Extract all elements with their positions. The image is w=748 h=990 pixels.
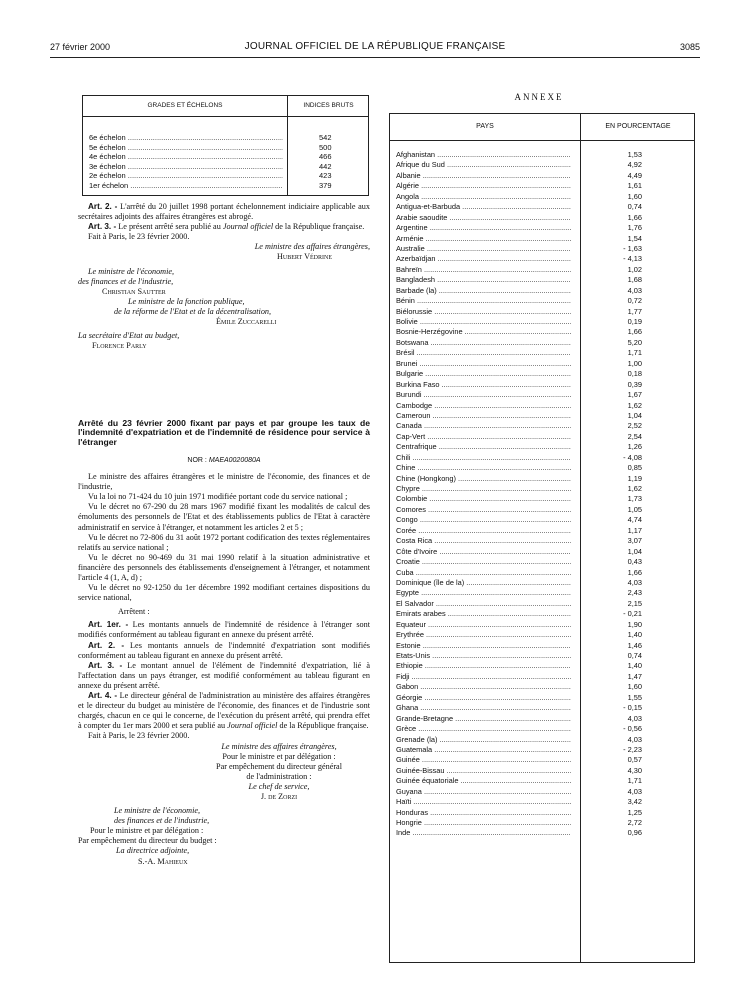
signature-block-5 bbox=[78, 742, 370, 803]
annex-table-row bbox=[390, 682, 696, 692]
sig6-line-5: La directrice adjointe, bbox=[116, 846, 190, 856]
annex-table-row bbox=[390, 359, 696, 369]
annex-table-row bbox=[390, 171, 696, 181]
pays-cell: Guinée équatoriale ..... bbox=[396, 776, 571, 786]
pourcentage-cell: 0,39 bbox=[627, 379, 642, 389]
pays-cell: Cuba ..... bbox=[396, 568, 571, 578]
pays-cell: Brésil ..... bbox=[396, 348, 571, 358]
pourcentage-cell: 1,25 bbox=[627, 807, 642, 817]
sig2-name: Christian Sautter bbox=[102, 286, 166, 296]
annex-table-row bbox=[390, 338, 696, 348]
grade-index: 466 bbox=[319, 152, 332, 161]
indices-col-header: INDICES BRUTS bbox=[303, 102, 354, 109]
sig4-role: La secrétaire d'Etat au budget, bbox=[78, 331, 180, 341]
visa-paragraph: Vu le décret no 90-469 du 31 mai 1990 relatif à la situation administrative et financière des personnels des établissements d'enseignement à l'étranger, et notamment l'article 4 (1, A, d) ; bbox=[78, 552, 370, 582]
pays-cell: Chine (Hongkong) ..... bbox=[396, 474, 571, 484]
annex-table-row bbox=[390, 463, 696, 473]
pays-cell: Burundi ..... bbox=[396, 390, 571, 400]
annex-table-row bbox=[390, 808, 696, 818]
annex-table-row bbox=[390, 213, 696, 223]
pays-cell: Chine ..... bbox=[396, 463, 571, 473]
annex-table-row bbox=[390, 776, 696, 786]
pourcentage-cell: 1,66 bbox=[627, 567, 642, 577]
annex-table-row bbox=[390, 797, 696, 807]
annex-table-row bbox=[390, 275, 696, 285]
annex-table-row bbox=[390, 588, 696, 598]
pays-cell: Canada ..... bbox=[396, 421, 571, 431]
pourcentage-cell: 1,53 bbox=[627, 150, 642, 159]
annex-table-row bbox=[390, 442, 696, 452]
sig5-line-3: Par empêchement du directeur général bbox=[216, 761, 342, 771]
annex-table-row bbox=[390, 745, 696, 755]
sig5-line-4: de l'administration : bbox=[246, 771, 312, 781]
pourcentage-cell: - 0,21 bbox=[623, 609, 642, 619]
pays-cell: Congo ..... bbox=[396, 515, 571, 525]
annex-table-row bbox=[390, 474, 696, 484]
fait-a-paris-1: Fait à Paris, le 23 février 2000. bbox=[88, 232, 190, 242]
pays-cell: Afrique du Sud ..... bbox=[396, 160, 571, 170]
pays-cell: Colombie ..... bbox=[396, 494, 571, 504]
pays-cell: Corée ..... bbox=[396, 526, 571, 536]
fait-a-paris-2: Fait à Paris, le 23 février 2000. bbox=[88, 731, 190, 741]
annex-table-row bbox=[390, 380, 696, 390]
annex-table-row bbox=[390, 181, 696, 191]
pays-cell: Erythrée ..... bbox=[396, 630, 571, 640]
pays-cell: Bénin ..... bbox=[396, 296, 571, 306]
grades-table-row bbox=[83, 181, 370, 191]
sig6-line-3: Pour le ministre et par délégation : bbox=[90, 826, 204, 836]
pourcentage-cell: 4,03 bbox=[627, 786, 642, 796]
grades-table bbox=[82, 95, 369, 196]
grade-index: 423 bbox=[319, 171, 332, 180]
annex-table bbox=[389, 113, 695, 963]
pourcentage-cell: 2,15 bbox=[627, 598, 642, 608]
pays-cell: Hongrie ..... bbox=[396, 818, 571, 828]
pays-cell: Géorgie ..... bbox=[396, 693, 571, 703]
annex-table-row bbox=[390, 307, 696, 317]
pourcentage-cell: 1,47 bbox=[627, 671, 642, 681]
grade-label: 4e échelon ..... bbox=[89, 152, 283, 161]
annex-table-row bbox=[390, 766, 696, 776]
signature-block-6 bbox=[78, 806, 370, 867]
pourcentage-cell: 1,04 bbox=[627, 410, 642, 420]
annex-table-row bbox=[390, 672, 696, 682]
annex-table-row bbox=[390, 244, 696, 254]
pays-cell: Arabie saoudite ..... bbox=[396, 213, 571, 223]
pourcentage-cell: 4,03 bbox=[627, 713, 642, 723]
annex-table-row bbox=[390, 641, 696, 651]
pourcentage-cell: 0,74 bbox=[627, 202, 642, 212]
pourcentage-cell: 1,66 bbox=[627, 327, 642, 337]
pourcentage-cell: 2,72 bbox=[627, 818, 642, 827]
header-page-number: 3085 bbox=[679, 42, 700, 52]
pays-cell: Cap-Vert ..... bbox=[396, 432, 571, 442]
pays-cell: Burkina Faso ..... bbox=[396, 380, 571, 390]
pourcentage-cell: 1,60 bbox=[627, 682, 642, 692]
annex-table-row bbox=[390, 150, 696, 160]
pourcentage-cell: 1,54 bbox=[627, 233, 642, 243]
pays-cell: Equateur ..... bbox=[396, 620, 571, 630]
pays-cell: Bulgarie ..... bbox=[396, 369, 571, 379]
sig6-name: S.-A. Mahieux bbox=[138, 856, 188, 866]
pourcentage-cell: 4,03 bbox=[627, 285, 642, 295]
pourcentage-cell: 1,90 bbox=[627, 619, 642, 629]
pourcentage-cell: 0,18 bbox=[627, 369, 642, 379]
annex-title: ANNEXE bbox=[514, 92, 564, 102]
pourcentage-cell: 0,74 bbox=[627, 651, 642, 660]
sig4-name: Florence Parly bbox=[92, 341, 147, 351]
pourcentage-cell: 2,52 bbox=[627, 421, 642, 431]
sig2-role-1: Le ministre de l'économie, bbox=[88, 266, 175, 276]
pourcentage-cell: 4,49 bbox=[627, 170, 642, 180]
sig3-role-1: Le ministre de la fonction publique, bbox=[128, 296, 245, 306]
visa-paragraph: Vu le décret no 92-1250 du 1er décembre 1992 modifiant certaines dispositions du service national, bbox=[78, 583, 370, 603]
pays-cell: Gabon ..... bbox=[396, 682, 571, 692]
grades-table-row bbox=[83, 143, 370, 153]
pourcentage-cell: 1,68 bbox=[627, 275, 642, 285]
annex-table-row bbox=[390, 234, 696, 244]
header-date: 27 février 2000 bbox=[50, 42, 111, 52]
annex-table-row bbox=[390, 286, 696, 296]
annex-table-row bbox=[390, 484, 696, 494]
pourcentage-cell: 1,62 bbox=[627, 484, 642, 493]
pourcentage-cell: 1,26 bbox=[627, 442, 642, 452]
pays-cell: Argentine ..... bbox=[396, 223, 571, 233]
pays-cell: Centrafrique ..... bbox=[396, 442, 571, 452]
pourcentage-cell: 3,07 bbox=[627, 536, 642, 546]
pays-cell: Fidji ..... bbox=[396, 672, 571, 682]
annex-table-row bbox=[390, 327, 696, 337]
pays-cell: Inde ..... bbox=[396, 828, 571, 838]
annex-table-row bbox=[390, 317, 696, 327]
pourcentage-cell: - 1,63 bbox=[623, 243, 642, 253]
visa-paragraph: Vu le décret no 67-290 du 28 mars 1967 modifié fixant les modalités de calcul des émoluments des personnels de l'Etat et des établissements publics de l'Etat à caractère administratif en service à l'étranger, et notamment les articles 2 et 5 ; bbox=[78, 502, 370, 532]
pays-cell: Costa Rica ..... bbox=[396, 536, 571, 546]
left-column-arrete bbox=[78, 410, 370, 867]
pays-cell: Guatemala ..... bbox=[396, 745, 571, 755]
pourcentage-cell: 1,71 bbox=[627, 776, 642, 786]
annex-table-row bbox=[390, 432, 696, 442]
arrete-title: Arrêté du 23 février 2000 fixant par pays et par groupe les taux de l'indemnité d'expatriation et de l'indemnité de résidence pour service à l'étranger bbox=[78, 417, 370, 447]
header-rule bbox=[50, 57, 700, 58]
pourcentage-cell: 4,03 bbox=[627, 577, 642, 587]
grades-table-row bbox=[83, 171, 370, 181]
pourcentage-cell: 1,55 bbox=[627, 692, 642, 702]
annex-table-row bbox=[390, 411, 696, 421]
pourcentage-cell: 1,66 bbox=[627, 212, 642, 222]
visa-paragraph: Vu la loi no 71-424 du 10 juin 1971 modifiée portant code du service national ; bbox=[88, 492, 348, 502]
annex-table-row bbox=[390, 254, 696, 264]
annex-table-row bbox=[390, 735, 696, 745]
annex-table-row bbox=[390, 453, 696, 463]
pourcentage-cell: 1,67 bbox=[627, 390, 642, 400]
annex-table-row bbox=[390, 630, 696, 640]
pays-cell: Guyana ..... bbox=[396, 787, 571, 797]
article-4: Art. 4. - Le directeur général de l'administration au ministère des affaires étrangères et le directeur du budget au ministère de l'économie, des finances et de l'industrie sont chargés, chacun en ce qui le concerne, de l'exécution du présent arrêté, qui prendra effet à compter du 1er mars 2000 et sera publié au Journal officiel de la République française. bbox=[78, 691, 370, 731]
page-header bbox=[50, 40, 700, 56]
pays-cell: Brunei ..... bbox=[396, 359, 571, 369]
pays-cell: El Salvador ..... bbox=[396, 599, 571, 609]
pourcentage-cell: 1,40 bbox=[627, 661, 642, 671]
nor-line: NOR : MAEA0020080A bbox=[187, 456, 261, 464]
annex-table-row bbox=[390, 557, 696, 567]
annex-table-row bbox=[390, 223, 696, 233]
pays-cell: Ghana ..... bbox=[396, 703, 571, 713]
pays-cell: Grande-Bretagne ..... bbox=[396, 714, 571, 724]
article-1: Art. 1er. - Les montants annuels de l'indemnité de résidence à l'étranger sont modifiés conformément au tableau figurant en annexe du présent arrêté. bbox=[78, 620, 371, 640]
pourcentage-cell: 0,72 bbox=[627, 296, 642, 306]
annex-table-row bbox=[390, 599, 696, 609]
annex-table-row bbox=[390, 369, 696, 379]
pays-cell: Etats-Unis ..... bbox=[396, 651, 571, 661]
pourcentage-cell: 0,57 bbox=[627, 755, 642, 765]
grades-table-row bbox=[83, 133, 370, 143]
annex-table-row bbox=[390, 714, 696, 724]
pourcentage-cell: 1,04 bbox=[627, 546, 642, 556]
sig6-line-1: Le ministre de l'économie, bbox=[114, 806, 201, 816]
grade-label: 2e échelon ..... bbox=[89, 171, 283, 180]
grade-index: 379 bbox=[319, 180, 332, 190]
annex-table-row bbox=[390, 724, 696, 734]
annex-table-row bbox=[390, 693, 696, 703]
annex-table-row bbox=[390, 620, 696, 630]
pays-cell: Albanie ..... bbox=[396, 171, 571, 181]
art2-abrogation: Art. 2. - L'arrêté du 20 juillet 1998 portant échelonnement indiciaire applicable aux secrétaires adjoints des affaires étrangères est abrogé. bbox=[78, 202, 370, 222]
grade-label: 6e échelon ..... bbox=[89, 133, 283, 142]
pourcentage-cell: - 0,15 bbox=[623, 703, 642, 713]
annex-table-row bbox=[390, 547, 696, 557]
pourcentage-cell: 1,02 bbox=[627, 264, 642, 274]
annex-table-row bbox=[390, 202, 696, 212]
grades-table-row bbox=[83, 152, 370, 162]
annex-table-row bbox=[390, 828, 696, 838]
visa-paragraph: Le ministre des affaires étrangères et le ministre de l'économie, des finances et de l'industrie, bbox=[78, 472, 370, 492]
sig1-role: Le ministre des affaires étrangères, bbox=[254, 242, 370, 252]
pays-cell: Botswana ..... bbox=[396, 338, 571, 348]
pays-cell: Angola ..... bbox=[396, 192, 571, 202]
annex-table-row bbox=[390, 390, 696, 400]
pourcentage-cell: 0,85 bbox=[627, 463, 642, 473]
pourcentage-cell: 0,96 bbox=[627, 828, 642, 838]
pourcentage-cell: 0,43 bbox=[627, 557, 642, 567]
annex-table-row bbox=[390, 160, 696, 170]
pourcentage-cell: - 4,08 bbox=[623, 452, 642, 462]
pays-col-header: PAYS bbox=[476, 123, 494, 130]
pays-cell: Afghanistan ..... bbox=[396, 150, 571, 160]
pourcentage-cell: 1,17 bbox=[627, 525, 642, 535]
sig6-line-2: des finances et de l'industrie, bbox=[114, 816, 210, 826]
pourcentage-cell: 1,05 bbox=[627, 504, 642, 514]
annex-table-row bbox=[390, 505, 696, 515]
sig3-role-2: de la réforme de l'Etat et de la décentralisation, bbox=[114, 306, 272, 316]
header-journal-title: JOURNAL OFFICIEL DE LA RÉPUBLIQUE FRANÇAISE bbox=[244, 41, 506, 52]
pourcentage-cell: 1,77 bbox=[627, 306, 642, 316]
pays-cell: Barbade (la) ..... bbox=[396, 286, 571, 296]
pourcentage-cell: 2,54 bbox=[627, 431, 642, 441]
sig5-line-2: Pour le ministre et par délégation : bbox=[222, 751, 336, 761]
grades-table-header bbox=[83, 96, 368, 117]
pays-cell: Bangladesh ..... bbox=[396, 275, 571, 285]
annex-table-row bbox=[390, 265, 696, 275]
annex-table-header bbox=[390, 114, 694, 141]
article-3: Art. 3. - Le montant annuel de l'élément de l'indemnité d'expatriation, lié à l'affectation dans un pays étranger, est modifié conformément au tableau figurant en annexe du présent arrêté. bbox=[78, 660, 370, 690]
pays-cell: Egypte ..... bbox=[396, 588, 571, 598]
grade-index: 542 bbox=[319, 133, 332, 142]
annex-table-row bbox=[390, 609, 696, 619]
pourcentage-cell: 1,62 bbox=[627, 400, 642, 410]
pays-cell: Cambodge ..... bbox=[396, 401, 571, 411]
pays-cell: Croatie ..... bbox=[396, 557, 571, 567]
pourcentage-cell: 4,03 bbox=[627, 734, 642, 744]
visa-paragraph: Vu le décret no 72-806 du 31 août 1972 portant codification des textes réglementaires relatifs au service national ; bbox=[78, 532, 370, 552]
pourcentage-cell: 1,71 bbox=[627, 348, 642, 358]
grades-col-header: GRADES ET ÉCHELONS bbox=[147, 102, 223, 109]
left-column-upper bbox=[78, 202, 370, 351]
pays-cell: Grenade (la) ..... bbox=[396, 735, 571, 745]
sig5-line-5: Le chef de service, bbox=[248, 781, 310, 791]
sig3-name: Émile Zuccarelli bbox=[216, 317, 277, 327]
article-2: Art. 2. - Les montants annuels de l'indemnité d'expatriation sont modifiés conformément au tableau figurant en annexe du présent arrêté. bbox=[78, 640, 370, 660]
grade-label: 5e échelon ..... bbox=[89, 143, 283, 152]
annex-table-row bbox=[390, 661, 696, 671]
pays-cell: Antigua-et-Barbuda ..... bbox=[396, 202, 571, 212]
pourcentage-cell: 1,60 bbox=[627, 191, 642, 201]
pourcentage-cell: 4,74 bbox=[627, 515, 642, 525]
pourcentage-col-header: EN POURCENTAGE bbox=[605, 123, 671, 130]
art3-publication: Art. 3. - Le présent arrêté sera publié au Journal officiel de la République française. bbox=[88, 222, 365, 232]
pays-cell: Algérie ..... bbox=[396, 181, 571, 191]
pourcentage-cell: - 2,23 bbox=[623, 744, 642, 754]
annex-table-row bbox=[390, 421, 696, 431]
pourcentage-cell: 1,46 bbox=[627, 640, 642, 650]
pays-cell: Honduras ..... bbox=[396, 808, 571, 818]
annex-table-row bbox=[390, 703, 696, 713]
pourcentage-cell: 2,43 bbox=[627, 588, 642, 598]
pays-cell: Guinée-Bissau ..... bbox=[396, 766, 571, 776]
annex-table-row bbox=[390, 296, 696, 306]
pays-cell: Dominique (île de la) ..... bbox=[396, 578, 571, 588]
visas-block bbox=[78, 472, 370, 603]
pourcentage-cell: 4,30 bbox=[627, 765, 642, 775]
pourcentage-cell: 1,61 bbox=[627, 181, 642, 191]
pays-cell: Comores ..... bbox=[396, 505, 571, 515]
grade-label: 3e échelon ..... bbox=[89, 162, 283, 171]
annex-table-body bbox=[390, 150, 696, 839]
arretent: Arrêtent : bbox=[118, 607, 150, 617]
pays-cell: Biélorussie ..... bbox=[396, 307, 571, 317]
pourcentage-cell: 1,73 bbox=[627, 494, 642, 504]
pourcentage-cell: 3,42 bbox=[627, 797, 642, 807]
pays-cell: Estonie ..... bbox=[396, 641, 571, 651]
annex-table-row bbox=[390, 536, 696, 546]
pays-cell: Bolivie ..... bbox=[396, 317, 571, 327]
grade-index: 500 bbox=[319, 142, 332, 152]
pays-cell: Australie ..... bbox=[396, 244, 571, 254]
pays-cell: Bahreïn ..... bbox=[396, 265, 571, 275]
annex-table-row bbox=[390, 755, 696, 765]
grade-label: 1er échelon ..... bbox=[89, 181, 283, 190]
annex-table-row bbox=[390, 787, 696, 797]
pays-cell: Cameroun ..... bbox=[396, 411, 571, 421]
pourcentage-cell: 1,40 bbox=[627, 630, 642, 640]
grade-index: 442 bbox=[319, 161, 332, 171]
pays-cell: Azerbaïdjan ..... bbox=[396, 254, 571, 264]
annex-table-row bbox=[390, 526, 696, 536]
pays-cell: Haïti ..... bbox=[396, 797, 571, 807]
pourcentage-cell: 4,92 bbox=[627, 160, 642, 170]
sig2-role-2: des finances et de l'industrie, bbox=[78, 276, 174, 286]
annex-table-row bbox=[390, 515, 696, 525]
pourcentage-cell: - 4,13 bbox=[623, 254, 642, 264]
pays-cell: Guinée ..... bbox=[396, 755, 571, 765]
pays-cell: Bosnie-Herzégovine ..... bbox=[396, 327, 571, 337]
annex-table-row bbox=[390, 568, 696, 578]
annex-table-row bbox=[390, 578, 696, 588]
pays-cell: Arménie ..... bbox=[396, 234, 571, 244]
pays-cell: Chypre ..... bbox=[396, 484, 571, 494]
pourcentage-cell: - 0,56 bbox=[623, 724, 642, 734]
pays-cell: Grèce ..... bbox=[396, 724, 571, 734]
pays-cell: Côte d'Ivoire ..... bbox=[396, 547, 571, 557]
annex-table-row bbox=[390, 651, 696, 661]
annex-table-row bbox=[390, 401, 696, 411]
sig5-line-1: Le ministre des affaires étrangères, bbox=[221, 741, 337, 751]
pourcentage-cell: 1,76 bbox=[627, 223, 642, 233]
pourcentage-cell: 0,19 bbox=[627, 317, 642, 326]
pourcentage-cell: 1,19 bbox=[627, 473, 642, 483]
nor-code: MAEA0020080A bbox=[208, 456, 261, 464]
pays-cell: Chili ..... bbox=[396, 453, 571, 463]
pourcentage-cell: 5,20 bbox=[627, 337, 642, 347]
pays-cell: Emirats arabes ..... bbox=[396, 609, 571, 619]
annex-table-row bbox=[390, 818, 696, 828]
pourcentage-cell: 1,00 bbox=[627, 358, 642, 368]
pays-cell: Ethiopie ..... bbox=[396, 661, 571, 671]
annex-table-row bbox=[390, 192, 696, 202]
sig5-name: J. de Zorzi bbox=[260, 791, 298, 801]
annex-table-row bbox=[390, 348, 696, 358]
annex-table-row bbox=[390, 494, 696, 504]
grades-table-row bbox=[83, 162, 370, 172]
sig6-line-4: Par empêchement du directeur du budget : bbox=[78, 836, 217, 846]
sig1-name: Hubert Védrine bbox=[276, 252, 332, 262]
